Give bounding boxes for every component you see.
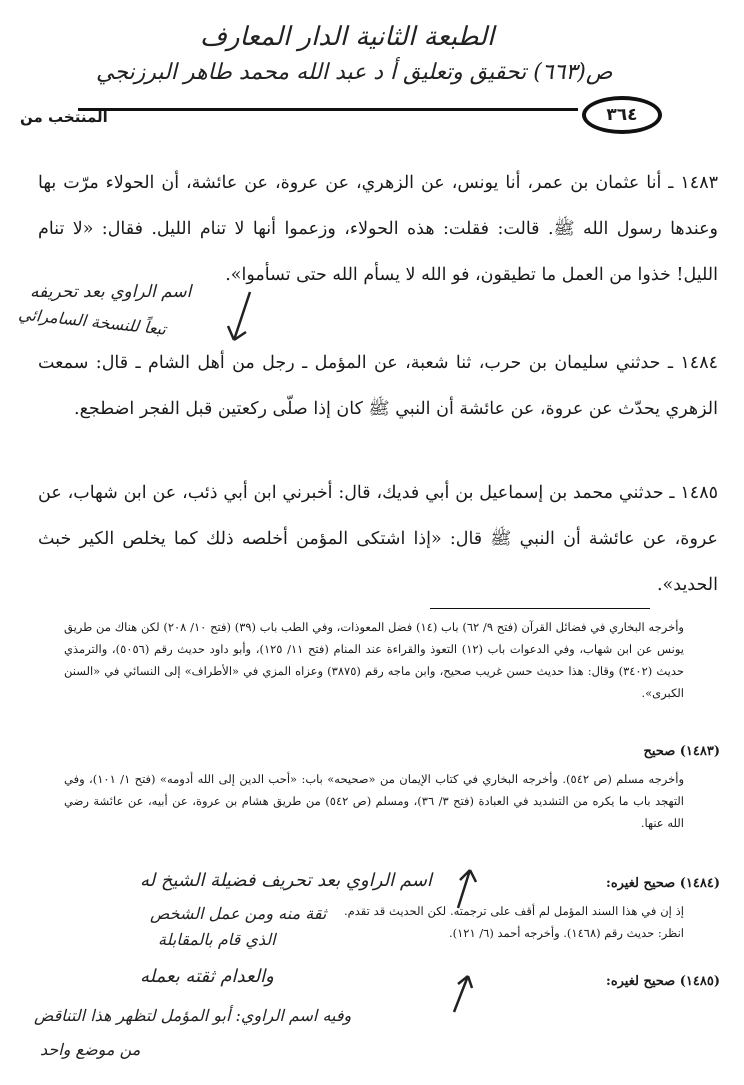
footnote-1483: وأخرجه مسلم (ص ٥٤٢). وأخرجه البخاري في كتاب الإيمان من «صحيحه» باب: «أحب الدين إلى الله أدومه» (فتح ١/ ١٠١)، وفي التهجد باب ما يكره من التشديد في العبادة (فتح ٣/ ٣٦)، ومسلم (ص ٥٤٢) من طريق هشام بن عروة، عن أبيه، عن عائشة رضي الله عنها.	[64, 772, 685, 830]
footnote-1484: إذ إن في هذا السند المؤمل لم أقف على ترجمته. لكن الحديث قد تقدم. انظر: حديث رقم (١٤٦٨). وأخرجه أحمد (٦/ ١٢١).	[344, 904, 684, 940]
arrow-icon	[452, 862, 482, 912]
handwritten-note-narrator-copy: تبعاً للنسخة السامرائي	[17, 304, 167, 339]
handwritten-note-reliance: والعدام ثقته بعمله	[140, 966, 274, 987]
handwritten-note-edition: الطبعة الثانية الدار المعارف	[200, 22, 495, 52]
hadith-1484: ١٤٨٤ ـ حدثني سليمان بن حرب، ثنا شعبة، عن المؤمل ـ رجل من أهل الشام ـ قال: سمعت الزهري يحدّث عن عروة، عن عائشة أن النبي ﷺ كان إذا صلّى ركعتين قبل الفجر اضطجع.	[38, 353, 718, 419]
handwritten-note-narrator-changed: اسم الراوي بعد تحريف فضيلة الشيخ له	[140, 870, 432, 891]
handwritten-note-contradiction: وفيه اسم الراوي: أبو المؤمل لتظهر هذا التناقض	[34, 1006, 352, 1025]
footnote-rule	[430, 608, 650, 609]
hadith-1483: ١٤٨٣ ـ أنا عثمان بن عمر، أنا يونس، عن الزهري، عن عروة، عن عائشة، أن الحولاء مرّت بها وعندها رسول الله ﷺ. قالت: فقلت: هذه الحولاء، وزعموا أنها لا تنام الليل. فقال: «لا تنام الليل! خذوا من العمل ما تطيقون، فو الله لا يسأم الله حتى تسأموا».	[38, 173, 718, 285]
footnote-1485-label: (١٤٨٥) صحيح لغيره:	[606, 974, 720, 989]
handwritten-note-collation: الذي قام بالمقابلة	[158, 930, 276, 949]
arrow-icon	[220, 290, 260, 350]
book-title: المنتخب من	[20, 108, 108, 126]
header-rule	[78, 108, 578, 111]
footnote-1482: وأخرجه البخاري في فضائل القرآن (فتح ٩/ ٦٢) باب (١٤) فضل المعوذات، وفي الطب باب (٣٩) (فتح ١٠/ ٢٠٨) لكن هناك من طريق يونس عن ابن شهاب، وفي الدعوات باب (١٢) التعوذ والقراءة عند المنام (فتح ١١/ ١٢٥)، وأبو داود حديث رقم (٥٠٥٦)، والترمذي حديث (٣٤٠٢) وقال: هذا حديث حسن غريب صحيح، وابن ماجه رقم (٣٨٧٥) وعزاه المزي في «الأطراف» إلى النسائي في «السنن الكبرى».	[64, 620, 684, 700]
page-number: ٣٦٤	[606, 105, 638, 125]
handwritten-note-source: ص(٦٦٣) تحقيق وتعليق أ د عبد الله محمد طاهر البرزنجي	[96, 60, 613, 85]
handwritten-note-trust: ثقة منه ومن عمل الشخص	[150, 904, 327, 923]
hadith-1485: ١٤٨٥ ـ حدثني محمد بن إسماعيل بن أبي فديك، قال: أخبرني ابن أبي ذئب، عن ابن شهاب، عن عروة، عن عائشة أن النبي ﷺ قال: «إذا اشتكى المؤمن أخلصه ذلك كما يخلص الكير خبث الحديد».	[38, 483, 718, 595]
footnote-1483-label: (١٤٨٣) صحيح	[643, 744, 720, 759]
handwritten-note-narrator: اسم الراوي بعد تحريفه	[30, 282, 192, 302]
arrow-icon	[448, 970, 478, 1015]
page-number-badge	[582, 96, 662, 134]
footnote-1484-label: (١٤٨٤) صحيح لغيره:	[606, 876, 720, 891]
handwritten-note-same-place: من موضع واحد	[40, 1040, 141, 1059]
